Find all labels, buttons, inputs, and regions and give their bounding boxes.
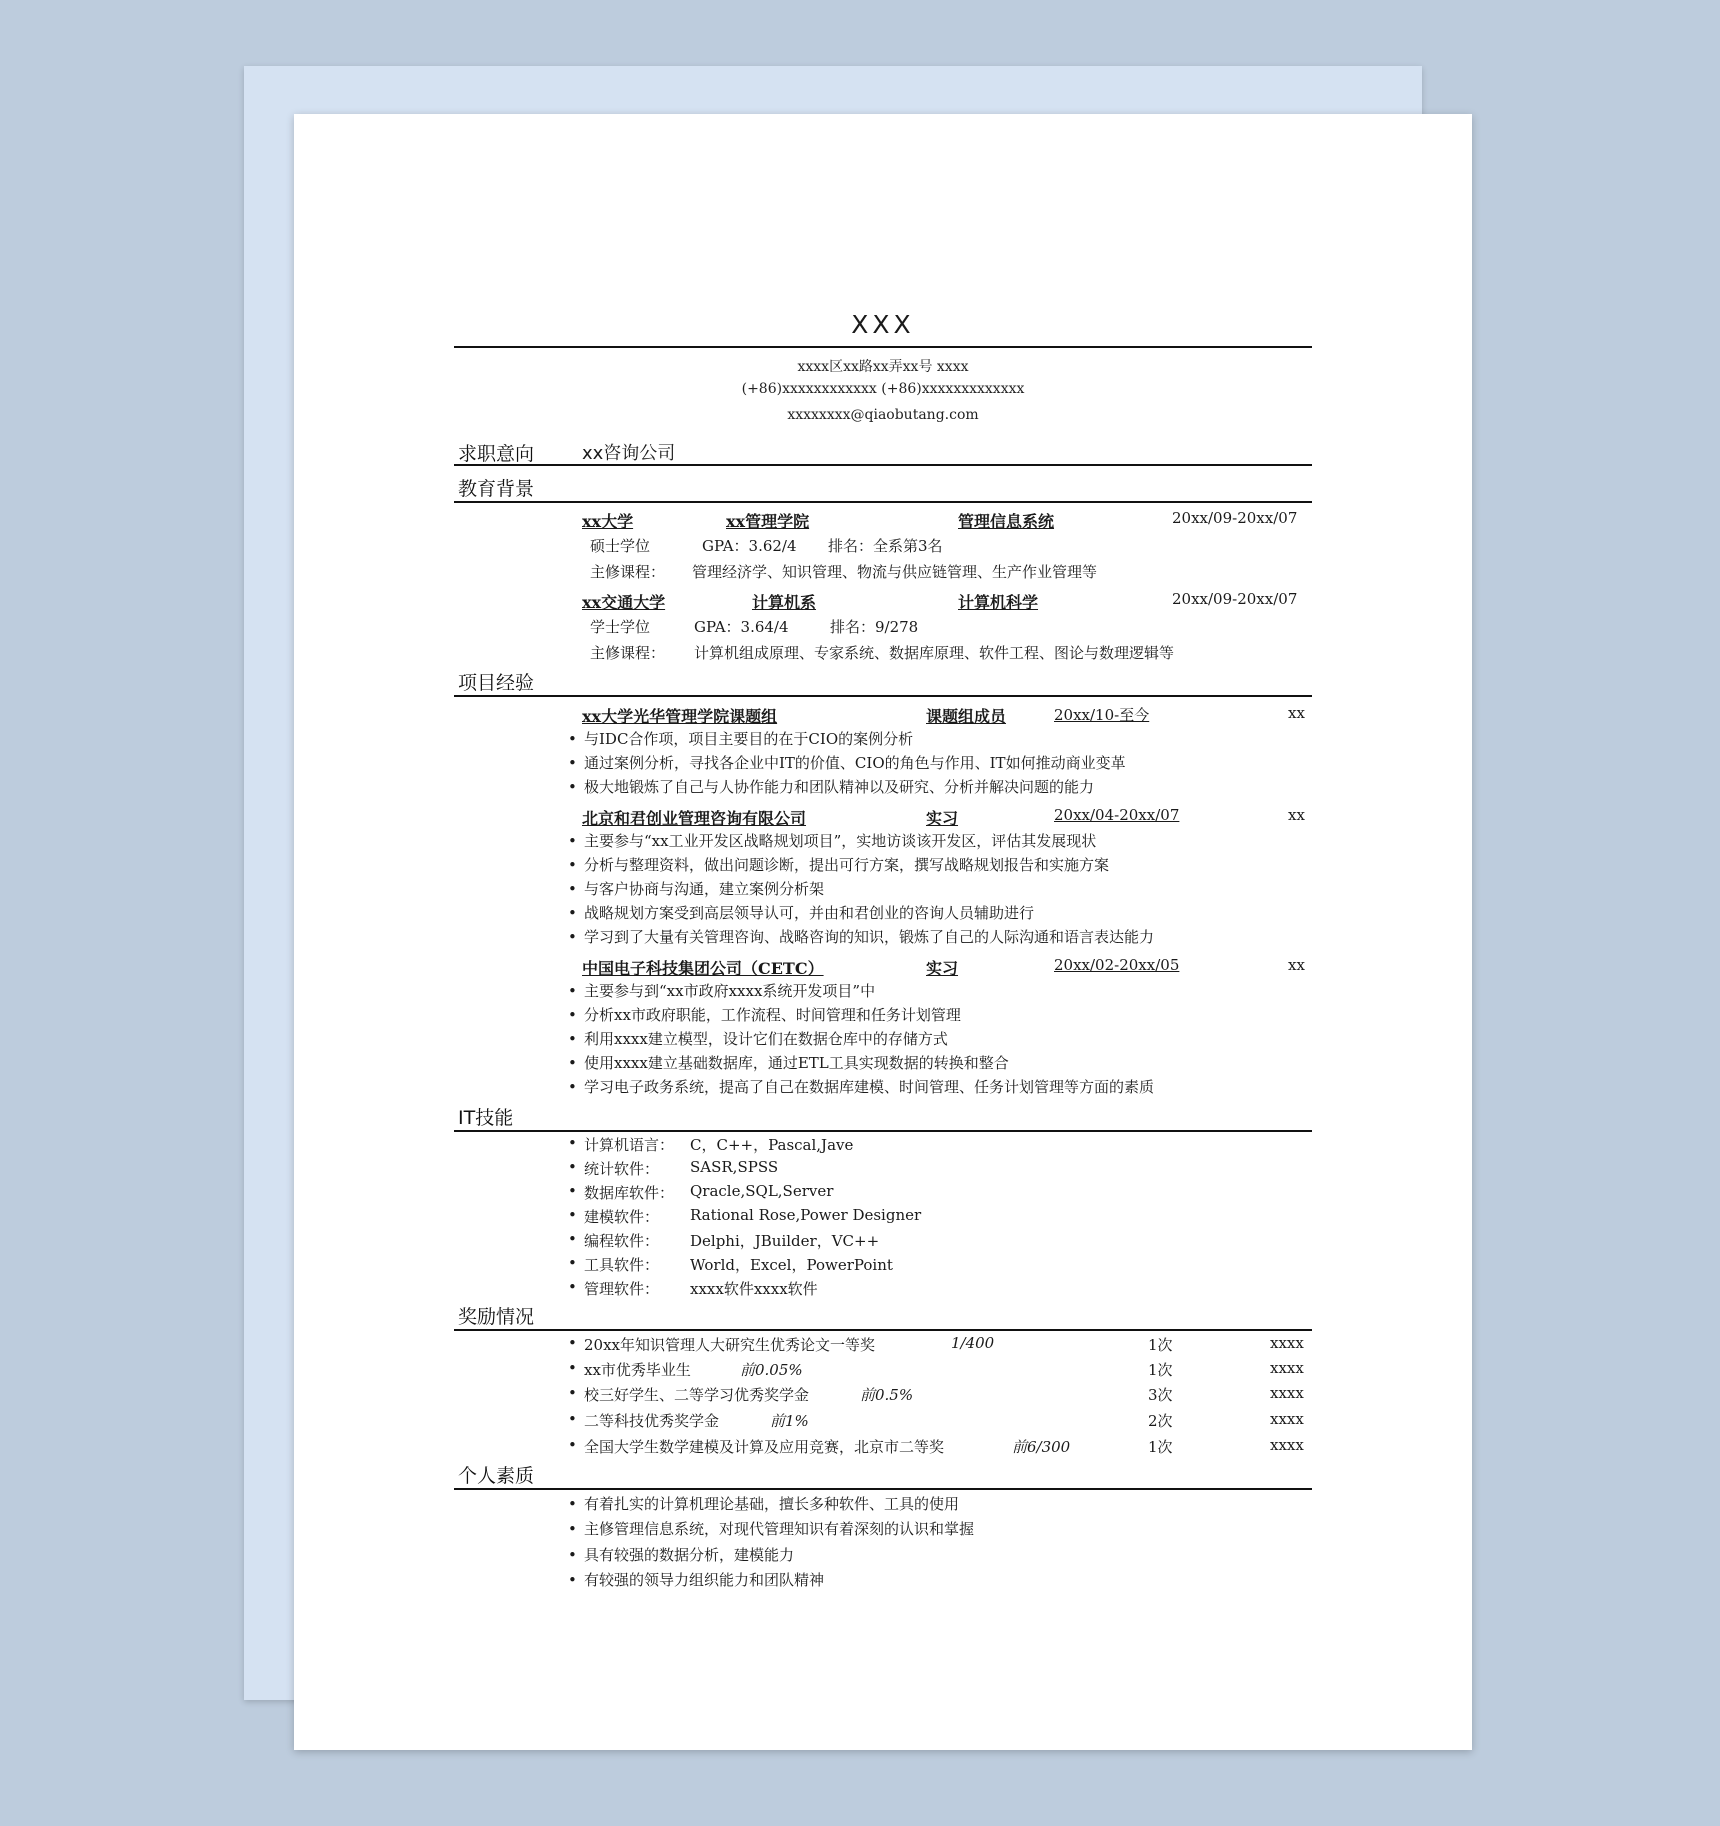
award-detail: 前0.5% bbox=[860, 1386, 914, 1404]
courses: 管理经济学、知识管理、物流与供应链管理、生产作业管理等 bbox=[692, 563, 1098, 581]
award-detail: 前1% bbox=[770, 1412, 809, 1430]
education-entry-1-degree bbox=[454, 535, 1312, 559]
resume-page bbox=[294, 114, 1472, 1750]
award-name: 全国大学生数学建模及计算及应用竞赛，北京市二等奖 bbox=[584, 1438, 945, 1456]
skill-item: • 建模软件： Rational Rose,Power Designer bbox=[568, 1206, 922, 1226]
education-entry-1-courses bbox=[454, 561, 1312, 585]
candidate-name: XXX bbox=[851, 310, 915, 339]
skill-value: World，Excel，PowerPoint bbox=[690, 1256, 893, 1274]
award-detail: 前0.05% bbox=[740, 1361, 803, 1379]
skill-label: 管理软件： bbox=[584, 1280, 660, 1298]
project-bullet: • 分析与整理资料，做出问题诊断，提出可行方案，撰写战略规划报告和实施方案 bbox=[568, 856, 1110, 874]
project-bullet: • 极大地锻炼了自己与人协作能力和团队精神以及研究、分析并解决问题的能力 bbox=[568, 778, 1095, 796]
project-org: xx大学光华管理学院课题组 bbox=[582, 707, 778, 726]
contact-email: xxxxxxxx@qiaobutang.com bbox=[787, 407, 979, 423]
school-major: 管理信息系统 bbox=[958, 512, 1055, 531]
project-3-header bbox=[454, 956, 1312, 980]
school-period: 20xx/09-20xx/07 bbox=[1172, 590, 1298, 608]
education-entry-2-degree bbox=[454, 616, 1312, 640]
awards-title: 奖励情况 bbox=[458, 1306, 535, 1328]
skill-value: Rational Rose,Power Designer bbox=[690, 1206, 922, 1224]
quality-item: • 有较强的领导力组织能力和团队精神 bbox=[568, 1571, 825, 1589]
skill-label: 编程软件： bbox=[584, 1232, 660, 1250]
school-name: xx交通大学 bbox=[582, 593, 666, 612]
project-role: 实习 bbox=[926, 959, 959, 978]
contact-phones: (+86)xxxxxxxxxxxx (+86)xxxxxxxxxxxxx bbox=[741, 381, 1025, 397]
project-role: 课题组成员 bbox=[926, 707, 1007, 726]
award-times: 1次 bbox=[1148, 1361, 1173, 1379]
skill-value: C，C++，Pascal,Jave bbox=[690, 1136, 854, 1154]
project-org: 北京和君创业管理咨询有限公司 bbox=[582, 809, 807, 828]
quality-item: • 有着扎实的计算机理论基础，擅长多种软件、工具的使用 bbox=[568, 1495, 960, 1513]
project-bullet: • 利用xxxx建立模型，设计它们在数据仓库中的存储方式 bbox=[568, 1030, 948, 1048]
project-note: xx bbox=[1288, 806, 1305, 824]
education-title: 教育背景 bbox=[458, 478, 535, 500]
objective-divider bbox=[454, 464, 1312, 466]
project-1-header bbox=[454, 704, 1312, 728]
award-name: xx市优秀毕业生 bbox=[584, 1361, 691, 1379]
project-note: xx bbox=[1288, 704, 1305, 722]
quality-item: • 具有较强的数据分析，建模能力 bbox=[568, 1546, 795, 1564]
degree: 学士学位 bbox=[590, 618, 651, 636]
project-note: xx bbox=[1288, 956, 1305, 974]
skill-value: SASR,SPSS bbox=[690, 1158, 779, 1176]
award-item: • 全国大学生数学建模及计算及应用竞赛，北京市二等奖 前6/300 1次 xxxx bbox=[568, 1436, 1304, 1456]
education-entry-2-courses bbox=[454, 642, 1312, 666]
award-times: 3次 bbox=[1148, 1386, 1173, 1404]
project-period: 20xx/02-20xx/05 bbox=[1054, 956, 1180, 974]
project-bullet: • 学习到了大量有关管理咨询、战略咨询的知识，锻炼了自己的人际沟通和语言表达能力 bbox=[568, 928, 1155, 946]
award-name: 二等科技优秀奖学金 bbox=[584, 1412, 720, 1430]
projects-divider bbox=[454, 695, 1312, 697]
project-period: 20xx/10-至今 bbox=[1054, 706, 1150, 724]
education-entry-1-header bbox=[454, 509, 1312, 533]
project-bullet: • 通过案例分析，寻找各企业中IT的价值、CIO的角色与作用、IT如何推动商业变革 bbox=[568, 754, 1126, 772]
award-note: xxxx bbox=[1270, 1410, 1304, 1428]
project-bullet: • 与IDC合作项，项目主要目的在于CIO的案例分析 bbox=[568, 730, 914, 748]
award-item: • 二等科技优秀奖学金 前1% 2次 xxxx bbox=[568, 1410, 1304, 1430]
skill-value: xxxx软件xxxx软件 bbox=[690, 1280, 818, 1298]
rank: 排名：9/278 bbox=[830, 618, 919, 636]
award-times: 1次 bbox=[1148, 1336, 1173, 1354]
contact-address: xxxx区xx路xx弄xx号 xxxx bbox=[797, 359, 969, 375]
award-note: xxxx bbox=[1270, 1436, 1304, 1454]
project-period: 20xx/04-20xx/07 bbox=[1054, 806, 1180, 824]
award-times: 2次 bbox=[1148, 1412, 1173, 1430]
skills-title: IT技能 bbox=[458, 1107, 514, 1129]
project-role: 实习 bbox=[926, 809, 959, 828]
skill-item: • 统计软件： SASR,SPSS bbox=[568, 1158, 779, 1178]
award-times: 1次 bbox=[1148, 1438, 1173, 1456]
degree: 硕士学位 bbox=[590, 537, 651, 555]
school-name: xx大学 bbox=[582, 512, 634, 531]
school-dept: xx管理学院 bbox=[726, 512, 810, 531]
school-period: 20xx/09-20xx/07 bbox=[1172, 509, 1298, 527]
gpa: GPA：3.64/4 bbox=[694, 618, 789, 636]
education-entry-2-header bbox=[454, 590, 1312, 614]
objective-value: xx咨询公司 bbox=[582, 443, 676, 464]
skill-label: 统计软件： bbox=[584, 1160, 660, 1178]
skill-label: 计算机语言： bbox=[584, 1136, 675, 1154]
project-bullet: • 使用xxxx建立基础数据库，通过ETL工具实现数据的转换和整合 bbox=[568, 1054, 1009, 1072]
skill-item: • 工具软件： World，Excel，PowerPoint bbox=[568, 1254, 893, 1274]
skill-value: Delphi，JBuilder，VC++ bbox=[690, 1232, 880, 1250]
courses-label: 主修课程： bbox=[590, 563, 666, 581]
objective-title: 求职意向 bbox=[458, 443, 535, 465]
award-note: xxxx bbox=[1270, 1384, 1304, 1402]
award-item: • 校三好学生、二等学习优秀奖学金 前0.5% 3次 xxxx bbox=[568, 1384, 1304, 1404]
header-divider bbox=[454, 346, 1312, 348]
education-divider bbox=[454, 501, 1312, 503]
project-bullet: • 主要参与“xx工业开发区战略规划项目”，实地访谈该开发区，评估其发展现状 bbox=[568, 832, 1097, 850]
school-major: 计算机科学 bbox=[958, 593, 1039, 612]
skills-divider bbox=[454, 1130, 1312, 1132]
award-item: • 20xx年知识管理人大研究生优秀论文一等奖 1/400 1次 xxxx bbox=[568, 1334, 1304, 1354]
quality-item: • 主修管理信息系统，对现代管理知识有着深刻的认识和掌握 bbox=[568, 1520, 975, 1538]
skill-item: • 管理软件： xxxx软件xxxx软件 bbox=[568, 1278, 818, 1298]
skill-item: • 数据库软件： Qracle,SQL,Server bbox=[568, 1182, 834, 1202]
skill-item: • 编程软件： Delphi，JBuilder，VC++ bbox=[568, 1230, 880, 1250]
project-2-header bbox=[454, 806, 1312, 830]
qualities-divider bbox=[454, 1488, 1312, 1490]
skill-value: Qracle,SQL,Server bbox=[690, 1182, 834, 1200]
projects-title: 项目经验 bbox=[458, 672, 535, 694]
award-detail: 前6/300 bbox=[1012, 1438, 1071, 1456]
courses-label: 主修课程： bbox=[590, 644, 666, 662]
skill-label: 建模软件： bbox=[584, 1208, 660, 1226]
project-bullet: • 战略规划方案受到高层领导认可，并由和君创业的咨询人员辅助进行 bbox=[568, 904, 1035, 922]
skill-item: • 计算机语言： C，C++，Pascal,Jave bbox=[568, 1134, 854, 1154]
courses: 计算机组成原理、专家系统、数据库原理、软件工程、图论与数理逻辑等 bbox=[694, 644, 1175, 662]
qualities-title: 个人素质 bbox=[458, 1465, 535, 1487]
school-dept: 计算机系 bbox=[752, 593, 817, 612]
award-name: 20xx年知识管理人大研究生优秀论文一等奖 bbox=[584, 1336, 876, 1354]
skill-label: 工具软件： bbox=[584, 1256, 660, 1274]
award-name: 校三好学生、二等学习优秀奖学金 bbox=[584, 1386, 810, 1404]
project-bullet: • 主要参与到“xx市政府xxxx系统开发项目”中 bbox=[568, 982, 876, 1000]
award-detail: 1/400 bbox=[951, 1334, 995, 1352]
project-bullet: • 学习电子政务系统，提高了自己在数据库建模、时间管理、任务计划管理等方面的素质 bbox=[568, 1078, 1155, 1096]
award-note: xxxx bbox=[1270, 1359, 1304, 1377]
rank: 排名：全系第3名 bbox=[828, 537, 943, 555]
gpa: GPA：3.62/4 bbox=[702, 537, 797, 555]
project-bullet: • 分析xx市政府职能，工作流程、时间管理和任务计划管理 bbox=[568, 1006, 961, 1024]
award-note: xxxx bbox=[1270, 1334, 1304, 1352]
project-org: 中国电子科技集团公司（CETC） bbox=[582, 959, 824, 978]
awards-divider bbox=[454, 1329, 1312, 1331]
award-item: • xx市优秀毕业生 前0.05% 1次 xxxx bbox=[568, 1359, 1304, 1379]
project-bullet: • 与客户协商与沟通，建立案例分析架 bbox=[568, 880, 825, 898]
skill-label: 数据库软件： bbox=[584, 1184, 675, 1202]
